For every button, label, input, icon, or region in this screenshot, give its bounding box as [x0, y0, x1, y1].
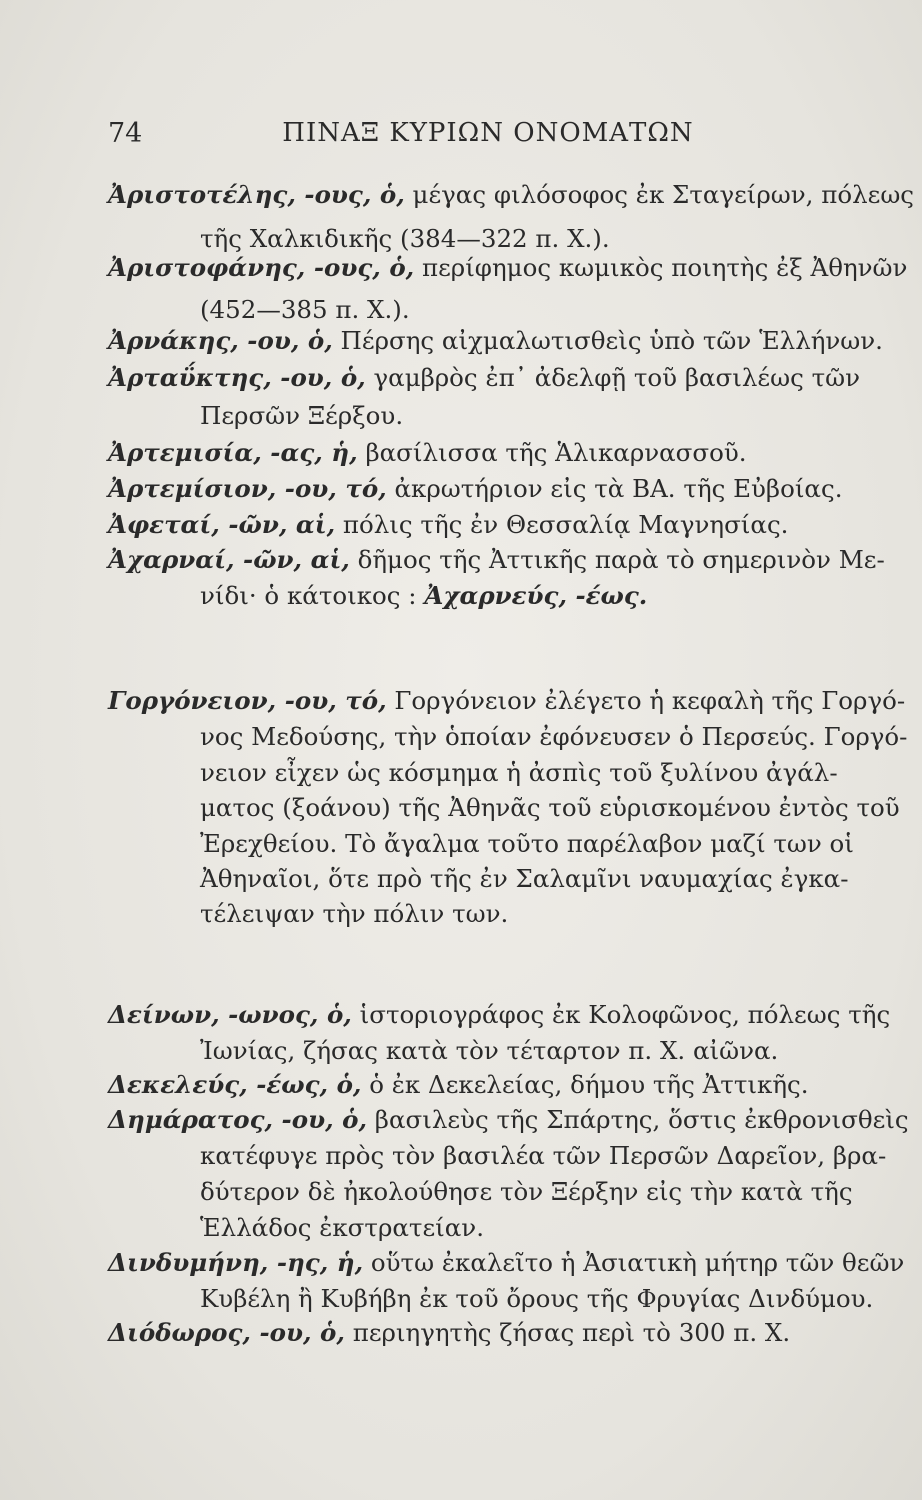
demonym: Ἀχαρνεύς, -έως.	[424, 581, 648, 610]
entry-line: κατέφυγε πρὸς τὸν βασιλέα τῶν Περσῶν Δαρεῖον, βρα-	[200, 1141, 887, 1170]
entry-headword: Δεκελεύς, -έως, ὁ,	[108, 1070, 362, 1099]
entry-line: Ἀριστοφάνης, -ους, ὁ, περίφημος κωμικὸς ποιητὴς ἐξ Ἀθηνῶν	[108, 253, 908, 282]
entry-headword: Διόδωρος, -ου, ὁ,	[108, 1318, 345, 1347]
entry-headword: Ἀφεταί, -ῶν, αἱ,	[108, 510, 336, 539]
entry-line: Ἀρτεμισία, -ας, ἡ, βασίλισσα τῆς Ἁλικαρνασσοῦ.	[108, 438, 747, 467]
entry-line: Δημάρατος, -ου, ὁ, βασιλεὺς τῆς Σπάρτης, ὅστις ἐκθρονισθεὶς	[108, 1105, 909, 1134]
entry-line: τῆς Χαλκιδικῆς (384—322 π. Χ.).	[200, 224, 610, 253]
entry-line: ματος (ξοάνου) τῆς Ἀθηνᾶς τοῦ εὑρισκομένου ἐντὸς τοῦ	[200, 793, 900, 822]
entry-headword: Ἀριστοτέλης, -ους, ὁ,	[108, 180, 405, 209]
entry-line: Περσῶν Ξέρξου.	[200, 401, 404, 430]
entry-headword: Ἀρτεμισία, -ας, ἡ,	[108, 438, 358, 467]
entry-headword: Ἀχαρναί, -ῶν, αἱ,	[108, 545, 350, 574]
entry-headword: Δείνων, -ωνος, ὁ,	[108, 1000, 352, 1029]
entry-line: Ἀφεταί, -ῶν, αἱ, πόλις τῆς ἐν Θεσσαλίᾳ Μαγνησίας.	[108, 510, 789, 539]
entry-line: τέλειψαν τὴν πόλιν των.	[200, 899, 509, 928]
entry-headword: Ἀρταΰκτης, -ου, ὁ,	[108, 363, 366, 392]
entry-headword: Ἀρνάκης, -ου, ὁ,	[108, 326, 333, 355]
entry-line: Κυβέλη ἢ Κυβήβη ἐκ τοῦ ὄρους τῆς Φρυγίας Δινδύμου.	[200, 1284, 874, 1313]
page-header	[108, 118, 868, 162]
entry-line: δύτερον δὲ ἠκολούθησε τὸν Ξέρξην εἰς τὴν κατὰ τῆς	[200, 1177, 853, 1206]
page-number: 74	[108, 118, 143, 149]
entry-headword: Γοργόνειον, -ου, τό,	[108, 686, 387, 715]
entry-line: Ἀθηναῖοι, ὅτε πρὸ τῆς ἐν Σαλαμῖνι ναυμαχίας ἐγκα-	[200, 864, 849, 893]
entry-line: Ἰωνίας, ζήσας κατὰ τὸν τέταρτον π. Χ. αἰῶνα.	[200, 1036, 779, 1065]
entry-line: Διόδωρος, -ου, ὁ, περιηγητὴς ζήσας περὶ τὸ 300 π. Χ.	[108, 1318, 791, 1347]
entry-line: νος Μεδούσης, τὴν ὁποίαν ἐφόνευσεν ὁ Περσεύς. Γοργό-	[200, 722, 908, 751]
entry-line: νίδι· ὁ κάτοικος : Ἀχαρνεύς, -έως.	[200, 581, 648, 610]
entry-headword: Δημάρατος, -ου, ὁ,	[108, 1105, 367, 1134]
entry-line: νειον εἶχεν ὡς κόσμημα ἡ ἀσπὶς τοῦ ξυλίνου ἀγάλ-	[200, 758, 838, 787]
entry-line: Γοργόνειον, -ου, τό, Γοργόνειον ἐλέγετο ἡ κεφαλὴ τῆς Γοργό-	[108, 686, 906, 715]
entry-headword: Δινδυμήνη, -ης, ἡ,	[108, 1248, 364, 1277]
running-title: ΠΙΝΑΞ ΚΥΡΙΩΝ ΟΝΟΜΑΤΩΝ	[282, 118, 694, 148]
entry-line: Ἀρνάκης, -ου, ὁ, Πέρσης αἰχμαλωτισθεὶς ὑπὸ τῶν Ἑλλήνων.	[108, 326, 883, 355]
entry-line: Δινδυμήνη, -ης, ἡ, οὕτω ἐκαλεῖτο ἡ Ἀσιατικὴ μήτηρ τῶν θεῶν	[108, 1248, 905, 1277]
entry-headword: Ἀρτεμίσιον, -ου, τό,	[108, 474, 387, 503]
entry-line: Ἀριστοτέλης, -ους, ὁ, μέγας φιλόσοφος ἐκ Σταγείρων, πόλεως	[108, 180, 915, 209]
entry-line: Ἀρταΰκτης, -ου, ὁ, γαμβρὸς ἐπ᾽ ἀδελφῇ τοῦ βασιλέως τῶν	[108, 363, 861, 392]
entry-headword: Ἀριστοφάνης, -ους, ὁ,	[108, 253, 415, 282]
entry-line: (452—385 π. Χ.).	[200, 295, 410, 324]
entry-line: Ἑλλάδος ἐκστρατείαν.	[200, 1213, 484, 1242]
entry-line: Ἀρτεμίσιον, -ου, τό, ἀκρωτήριον εἰς τὰ ΒΑ. τῆς Εὐβοίας.	[108, 474, 843, 503]
entry-line: Ἀχαρναί, -ῶν, αἱ, δῆμος τῆς Ἀττικῆς παρὰ τὸ σημερινὸν Με-	[108, 545, 885, 574]
entry-line: Ἐρεχθείου. Τὸ ἄγαλμα τοῦτο παρέλαβον μαζί των οἱ	[200, 829, 854, 858]
entry-line: Δεκελεύς, -έως, ὁ, ὁ ἐκ Δεκελείας, δήμου τῆς Ἀττικῆς.	[108, 1070, 809, 1099]
entry-line: Δείνων, -ωνος, ὁ, ἱστοριογράφος ἐκ Κολοφῶνος, πόλεως τῆς	[108, 1000, 891, 1029]
